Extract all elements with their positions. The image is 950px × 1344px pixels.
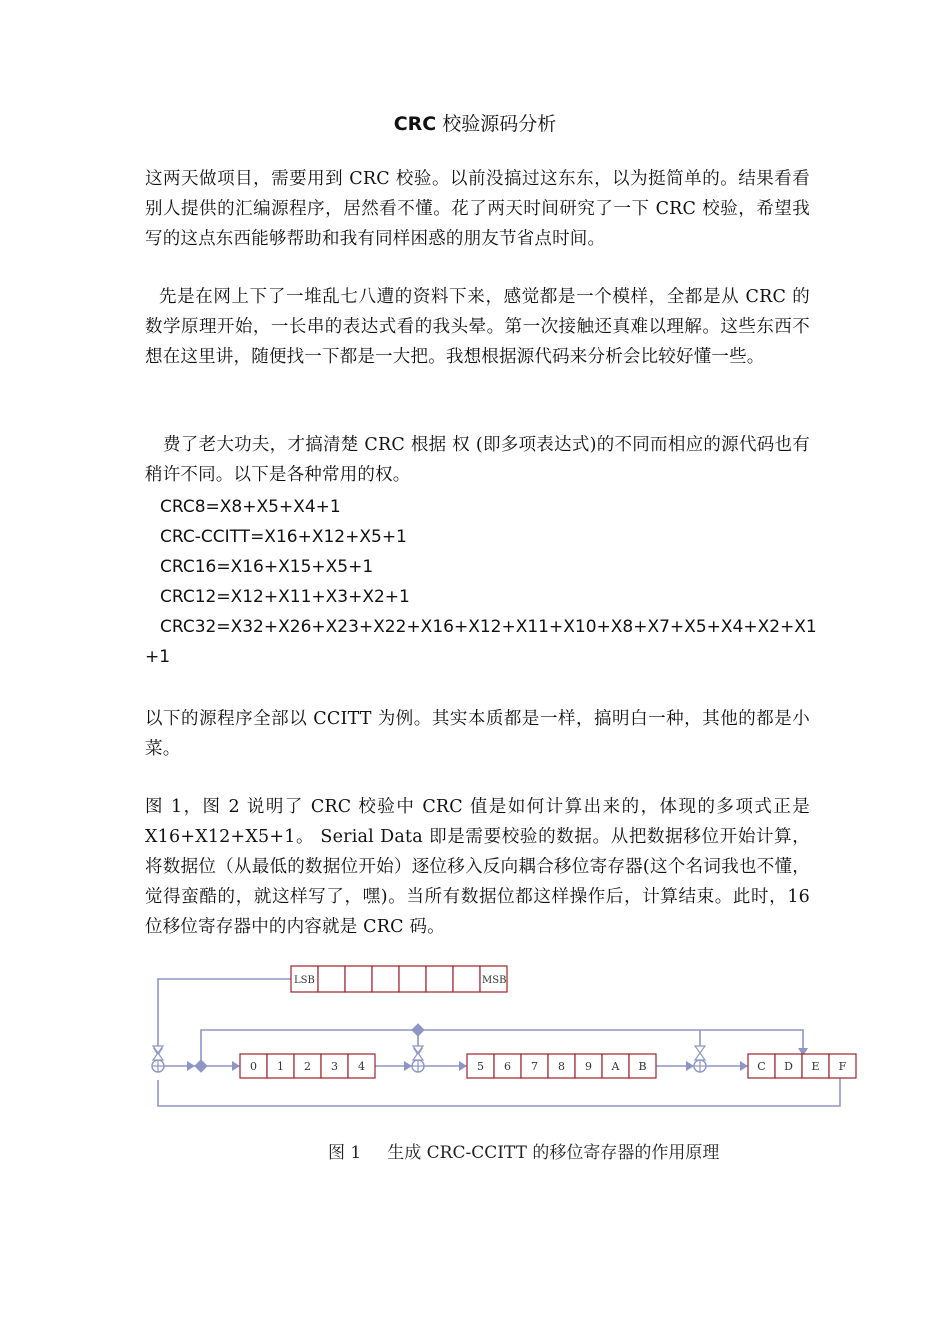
paragraph-1: 这两天做项目，需要用到 CRC 校验。以前没搞过这东东，以为挺简单的。结果看看别人提供的汇编源程序，居然看不懂。花了两天时间研究了一下 CRC 校验，希望我写的这点东西能够帮助和我有同样困惑的朋友节省点时间。 (145, 169, 810, 249)
valve-symbol (695, 1046, 705, 1053)
arrow-head (459, 1061, 467, 1071)
paragraph-3: 费了老大功夫，才搞清楚 CRC 根据 权 (即多项表达式)的不同而相应的源代码也有稍许不同。以下是各种常用的权。 (145, 435, 810, 485)
formula-crc16: CRC16=X16+X15+X5+1 (160, 557, 374, 577)
register-group-3-cell-label: C (757, 1060, 766, 1073)
register-group-2-cell-label: 9 (585, 1060, 592, 1073)
junction-diamond (195, 1060, 207, 1072)
lsb-label: LSB (294, 975, 315, 986)
top-register-cell (453, 966, 480, 992)
register-group-1-cell-label: 3 (331, 1060, 338, 1073)
arrow-head (232, 1061, 240, 1071)
title-rest: 校验源码分析 (442, 113, 557, 135)
document-title (0, 112, 950, 136)
paragraph-4: 以下的源程序全部以 CCITT 为例。其实本质都是一样，搞明白一种，其他的都是小菜。 (145, 709, 810, 759)
formula-crc8: CRC8=X8+X5+X4+1 (160, 497, 341, 517)
register-group-1-cell-label: 0 (250, 1060, 257, 1073)
connector-line (158, 979, 291, 1052)
figure-caption (328, 1140, 719, 1166)
valve-symbol (695, 1053, 705, 1060)
formula-crc12: CRC12=X12+X11+X3+X2+1 (160, 587, 410, 607)
top-register-cell (426, 966, 453, 992)
paragraph-2: 先是在网上下了一堆乱七八遭的资料下来，感觉都是一个模样，全都是从 CRC 的数学原理开始，一长串的表达式看的我头晕。第一次接触还真难以理解。这些东西不想在这里讲，随便找一下都是一大把。我想根据源代码来分析会比较好懂一些。 (145, 287, 810, 367)
figure-caption-text: 生成 CRC-CCITT 的移位寄存器的作用原理 (387, 1143, 720, 1163)
register-group-2-cell-label: 5 (477, 1060, 484, 1073)
paragraph-5: 图 1，图 2 说明了 CRC 校验中 CRC 值是如何计算出来的，体现的多项式正是 X16+X12+X5+1。 Serial Data 即是需要校验的数据。从把数据移位开始计算，将数据位（从最低的数据位开始）逐位移入反向耦合移位寄存器(这个名词我也不懂，觉得蛮酷的，就这样写了，嘿)。当所有数据位都这样操作后，计算结束。此时，16 位移位寄存器中的内容就是 CRC 码。 (145, 797, 810, 937)
arrow-head (686, 1061, 694, 1071)
register-group-2-cell-label: 8 (558, 1060, 565, 1073)
top-register-cell (318, 966, 345, 992)
top-register-cell (345, 966, 372, 992)
arrow-head (740, 1061, 748, 1071)
register-group-1-cell-label: 2 (304, 1060, 311, 1073)
title-bold: CRC (393, 113, 437, 135)
msb-label: MSB (482, 975, 507, 986)
figure-number: 图 1 (328, 1143, 362, 1163)
crc-shift-register-diagram (145, 960, 865, 1120)
register-group-1-cell-label: 1 (277, 1060, 284, 1073)
register-group-3-cell-label: D (784, 1060, 793, 1073)
top-register-cell (372, 966, 399, 992)
arrow-head (404, 1061, 412, 1071)
valve-symbol (413, 1053, 423, 1060)
formula-crc-ccitt: CRC-CCITT=X16+X12+X5+1 (160, 527, 407, 547)
register-group-1-cell-label: 4 (358, 1060, 365, 1073)
arrow-head (187, 1061, 195, 1071)
register-group-2-cell-label: 6 (504, 1060, 511, 1073)
register-group-2-cell-label: A (611, 1060, 620, 1073)
formula-crc32: CRC32=X32+X26+X23+X22+X16+X12+X11+X10+X8+X7+X5+X4+X2+X1 (160, 617, 817, 637)
top-register-cell (399, 966, 426, 992)
register-group-2-cell-label: B (638, 1060, 647, 1073)
junction-diamond (412, 1024, 424, 1036)
register-groups (240, 1054, 856, 1078)
register-group-3-cell-label: F (838, 1060, 847, 1073)
formula-crc32-continued: +1 (145, 647, 171, 667)
top-register (291, 966, 507, 992)
register-group-3-cell-label: E (811, 1060, 820, 1073)
valve-symbol (153, 1053, 163, 1060)
register-group-2-cell-label: 7 (531, 1060, 538, 1073)
